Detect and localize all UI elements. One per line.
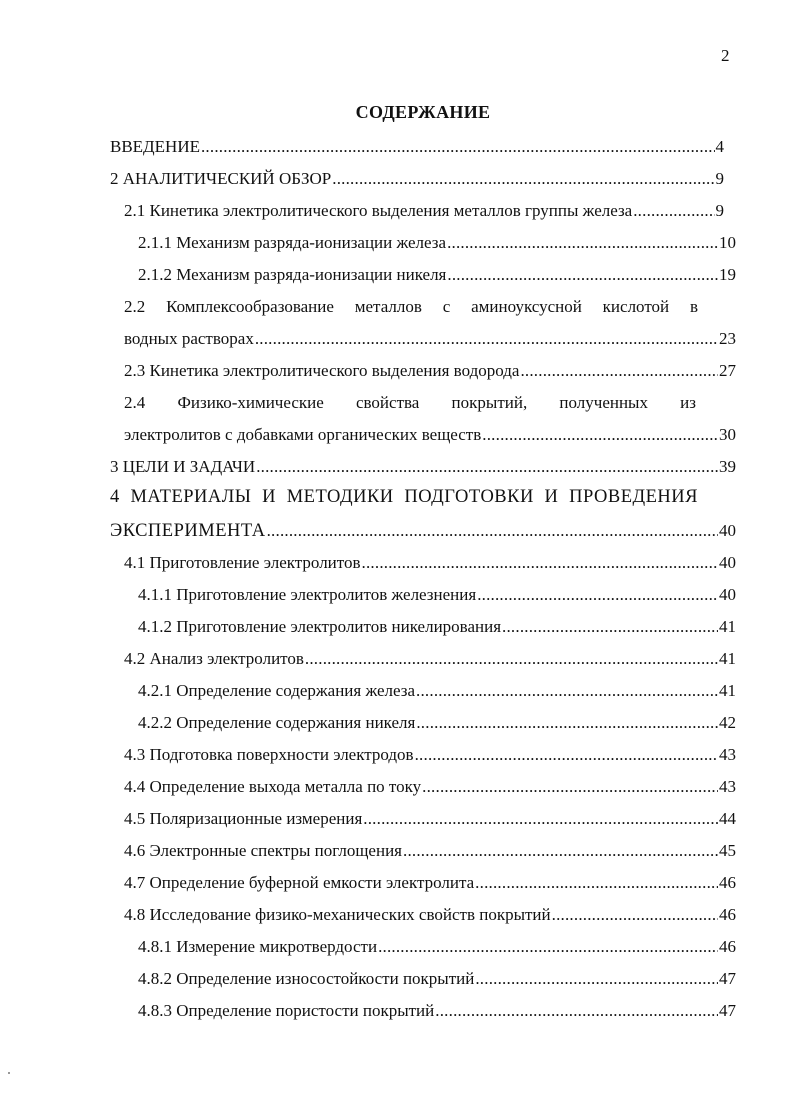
toc-page-number: 45	[719, 841, 736, 860]
dot-leader	[477, 585, 718, 605]
toc-entry-analytical-review[interactable]	[110, 169, 724, 189]
dot-leader	[447, 265, 718, 285]
toc-entry-2-2-line1[interactable]: 2.2 Комплексообразование металлов с аминоуксусной кислотой в	[124, 297, 698, 316]
dot-leader	[267, 521, 718, 541]
dot-leader	[201, 137, 715, 157]
toc-entry-text: 4.1.1 Приготовление электролитов железнения	[138, 585, 477, 604]
dot-leader	[363, 809, 718, 829]
toc-entry-text: 2.1 Кинетика электролитического выделения металлов группы железа	[124, 201, 633, 220]
toc-entry-goals[interactable]	[110, 457, 736, 477]
dot-leader	[475, 969, 718, 989]
toc-entry-text: 4.8.2 Определение износостойкости покрытий	[138, 969, 475, 988]
toc-page-number: 47	[719, 969, 736, 988]
dot-leader	[520, 361, 718, 381]
scan-speck	[8, 1072, 10, 1074]
toc-page-number: 19	[719, 265, 736, 284]
toc-entry-text: 4.8.3 Определение пористости покрытий	[138, 1001, 435, 1020]
toc-entry-text: 4.1.2 Приготовление электролитов никелирования	[138, 617, 502, 636]
dot-leader	[502, 617, 718, 637]
dot-leader	[482, 425, 718, 445]
toc-page-number: 44	[719, 809, 736, 828]
toc-entry-4-2[interactable]	[124, 649, 736, 669]
toc-entry-text: электролитов с добавками органических веществ	[124, 425, 482, 444]
toc-entry-text: 4.8 Исследование физико-механических свойств покрытий	[124, 905, 551, 924]
toc-entry-text: 4.3 Подготовка поверхности электродов	[124, 745, 414, 764]
toc-entry-4-8-3[interactable]	[138, 1001, 736, 1021]
toc-entry-2-1[interactable]	[124, 201, 724, 221]
toc-page-number: 43	[719, 745, 736, 764]
toc-entry-4-1-2[interactable]	[138, 617, 736, 637]
toc-entry-materials-line1[interactable]: 4 МАТЕРИАЛЫ И МЕТОДИКИ ПОДГОТОВКИ И ПРОВЕДЕНИЯ	[110, 487, 698, 507]
toc-page-number: 4	[715, 137, 724, 156]
toc-entry-4-1[interactable]	[124, 553, 736, 573]
toc-entry-4-6[interactable]	[124, 841, 736, 861]
dot-leader	[362, 553, 718, 573]
dot-leader	[256, 457, 718, 477]
toc-page-number: 42	[719, 713, 736, 732]
toc-page-number: 47	[719, 1001, 736, 1020]
toc-entry-4-8-2[interactable]	[138, 969, 736, 989]
page-number: 2	[721, 46, 730, 65]
toc-entry-text: 2.1.1 Механизм разряда-ионизации железа	[138, 233, 447, 252]
toc-entry-2-1-2[interactable]	[138, 265, 736, 285]
toc-entry-text: 4.2.2 Определение содержания никеля	[138, 713, 416, 732]
toc-page-number: 46	[719, 937, 736, 956]
toc-page-number: 23	[719, 329, 736, 348]
toc-page-number: 40	[719, 585, 736, 604]
toc-entry-text: 2.3 Кинетика электролитического выделения водорода	[124, 361, 520, 380]
toc-entry-text: 4.8.1 Измерение микротвердости	[138, 937, 378, 956]
toc-entry-4-8[interactable]	[124, 905, 736, 925]
toc-page-number: 27	[719, 361, 736, 380]
toc-page-number: 9	[715, 169, 724, 188]
toc-entry-4-8-1[interactable]	[138, 937, 736, 957]
dot-leader	[633, 201, 714, 221]
toc-entry-4-2-1[interactable]	[138, 681, 736, 701]
toc-entry-2-4[interactable]	[124, 425, 736, 445]
toc-page-number: 46	[719, 905, 736, 924]
toc-entry-text: 4.7 Определение буферной емкости электролита	[124, 873, 475, 892]
toc-page-number: 41	[719, 617, 736, 636]
toc-entry-text: водных растворах	[124, 329, 254, 348]
toc-entry-2-1-1[interactable]	[138, 233, 736, 253]
toc-entry-text: 4.2 Анализ электролитов	[124, 649, 304, 668]
dot-leader	[447, 233, 718, 253]
toc-entry-4-2-2[interactable]	[138, 713, 736, 733]
toc-entry-4-1-1[interactable]	[138, 585, 736, 605]
dot-leader	[305, 649, 718, 669]
toc-entry-introduction[interactable]	[110, 137, 724, 157]
toc-entry-text: 3 ЦЕЛИ И ЗАДАЧИ	[110, 457, 256, 476]
dot-leader	[255, 329, 718, 349]
page-title: СОДЕРЖАНИЕ	[355, 102, 491, 122]
toc-entry-text: 4.4 Определение выхода металла по току	[124, 777, 422, 796]
toc-entry-4-5[interactable]	[124, 809, 736, 829]
dot-leader	[422, 777, 718, 797]
toc-entry-text: 4.6 Электронные спектры поглощения	[124, 841, 402, 860]
toc-page-number: 41	[719, 649, 736, 668]
toc-page-number: 30	[719, 425, 736, 444]
toc-page-number: 39	[719, 457, 736, 476]
toc-entry-2-4-line1[interactable]: 2.4 Физико-химические свойства покрытий, полученных из	[124, 393, 696, 412]
toc-page-number: 41	[719, 681, 736, 700]
dot-leader	[332, 169, 714, 189]
toc-entry-materials[interactable]	[110, 521, 736, 541]
toc-entry-text: 4.2.1 Определение содержания железа	[138, 681, 416, 700]
toc-entry-text: 4.5 Поляризационные измерения	[124, 809, 363, 828]
dot-leader	[403, 841, 718, 861]
toc-entry-4-4[interactable]	[124, 777, 736, 797]
toc-entry-text: ВВЕДЕНИЕ	[110, 137, 200, 156]
toc-page-number: 10	[719, 233, 736, 252]
dot-leader	[378, 937, 718, 957]
toc-page-number: 40	[719, 553, 736, 572]
toc-page-number: 46	[719, 873, 736, 892]
toc-entry-2-2[interactable]	[124, 329, 736, 349]
toc-page-number: 43	[719, 777, 736, 796]
toc-page-number: 40	[719, 521, 736, 540]
toc-entry-text: 2 АНАЛИТИЧЕСКИЙ ОБЗОР	[110, 169, 332, 188]
toc-entry-2-3[interactable]	[124, 361, 736, 381]
dot-leader	[416, 713, 718, 733]
toc-entry-text: ЭКСПЕРИМЕНТА	[110, 521, 266, 541]
toc-entry-4-7[interactable]	[124, 873, 736, 893]
dot-leader	[475, 873, 718, 893]
dot-leader	[416, 681, 718, 701]
toc-entry-text: 2.1.2 Механизм разряда-ионизации никеля	[138, 265, 447, 284]
toc-entry-4-3[interactable]	[124, 745, 736, 765]
dot-leader	[415, 745, 718, 765]
dot-leader	[435, 1001, 718, 1021]
toc-entry-text: 4.1 Приготовление электролитов	[124, 553, 361, 572]
dot-leader	[552, 905, 718, 925]
toc-page-number: 9	[715, 201, 724, 220]
